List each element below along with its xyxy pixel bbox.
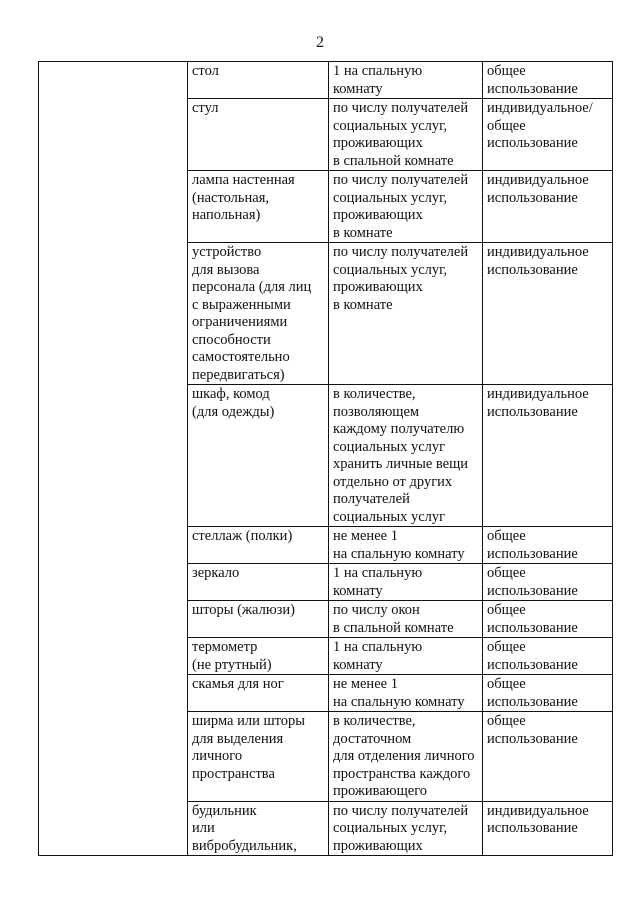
quantity-cell: не менее 1 на спальную комнату bbox=[329, 527, 483, 564]
equipment-table-body bbox=[39, 62, 613, 856]
quantity-cell: не менее 1 на спальную комнату bbox=[329, 675, 483, 712]
item-cell: зеркало bbox=[188, 564, 329, 601]
item-cell: стул bbox=[188, 99, 329, 171]
quantity-cell: 1 на спальную комнату bbox=[329, 638, 483, 675]
usage-cell: общее использование bbox=[483, 712, 613, 802]
quantity-cell: по числу получателей социальных услуг, проживающих в спальной комнате bbox=[329, 99, 483, 171]
item-cell: скамья для ног bbox=[188, 675, 329, 712]
empty-first-column-cell bbox=[39, 62, 188, 856]
item-cell: шторы (жалюзи) bbox=[188, 601, 329, 638]
quantity-cell: по числу получателей социальных услуг, проживающих bbox=[329, 801, 483, 856]
item-cell: ширма или шторы для выделения личного пространства bbox=[188, 712, 329, 802]
quantity-cell: по числу получателей социальных услуг, проживающих в комнате bbox=[329, 243, 483, 385]
usage-cell: индивидуальное использование bbox=[483, 171, 613, 243]
quantity-cell: по числу получателей социальных услуг, проживающих в комнате bbox=[329, 171, 483, 243]
usage-cell: общее использование bbox=[483, 527, 613, 564]
item-cell: шкаф, комод (для одежды) bbox=[188, 385, 329, 527]
usage-cell: общее использование bbox=[483, 564, 613, 601]
usage-cell: индивидуальное/ общее использование bbox=[483, 99, 613, 171]
quantity-cell: 1 на спальную комнату bbox=[329, 62, 483, 99]
item-cell: термометр (не ртутный) bbox=[188, 638, 329, 675]
usage-cell: индивидуальное использование bbox=[483, 385, 613, 527]
page-number: 2 bbox=[316, 34, 324, 51]
usage-cell: общее использование bbox=[483, 638, 613, 675]
table-row bbox=[39, 62, 613, 99]
usage-cell: общее использование bbox=[483, 675, 613, 712]
quantity-cell: по числу окон в спальной комнате bbox=[329, 601, 483, 638]
quantity-cell: в количестве, достаточном для отделения личного пространства каждого проживающего bbox=[329, 712, 483, 802]
usage-cell: общее использование bbox=[483, 601, 613, 638]
usage-cell: индивидуальное использование bbox=[483, 801, 613, 856]
equipment-table bbox=[38, 61, 613, 856]
item-cell: устройство для вызова персонала (для лиц с выраженными ограничениями способности самостоятельно передвигаться) bbox=[188, 243, 329, 385]
usage-cell: индивидуальное использование bbox=[483, 243, 613, 385]
usage-cell: общее использование bbox=[483, 62, 613, 99]
item-cell: стол bbox=[188, 62, 329, 99]
quantity-cell: в количестве, позволяющем каждому получателю социальных услуг хранить личные вещи отдельно от других получателей социальных услуг bbox=[329, 385, 483, 527]
item-cell: стеллаж (полки) bbox=[188, 527, 329, 564]
item-cell: лампа настенная (настольная, напольная) bbox=[188, 171, 329, 243]
quantity-cell: 1 на спальную комнату bbox=[329, 564, 483, 601]
item-cell: будильник или вибробудильник, bbox=[188, 801, 329, 856]
